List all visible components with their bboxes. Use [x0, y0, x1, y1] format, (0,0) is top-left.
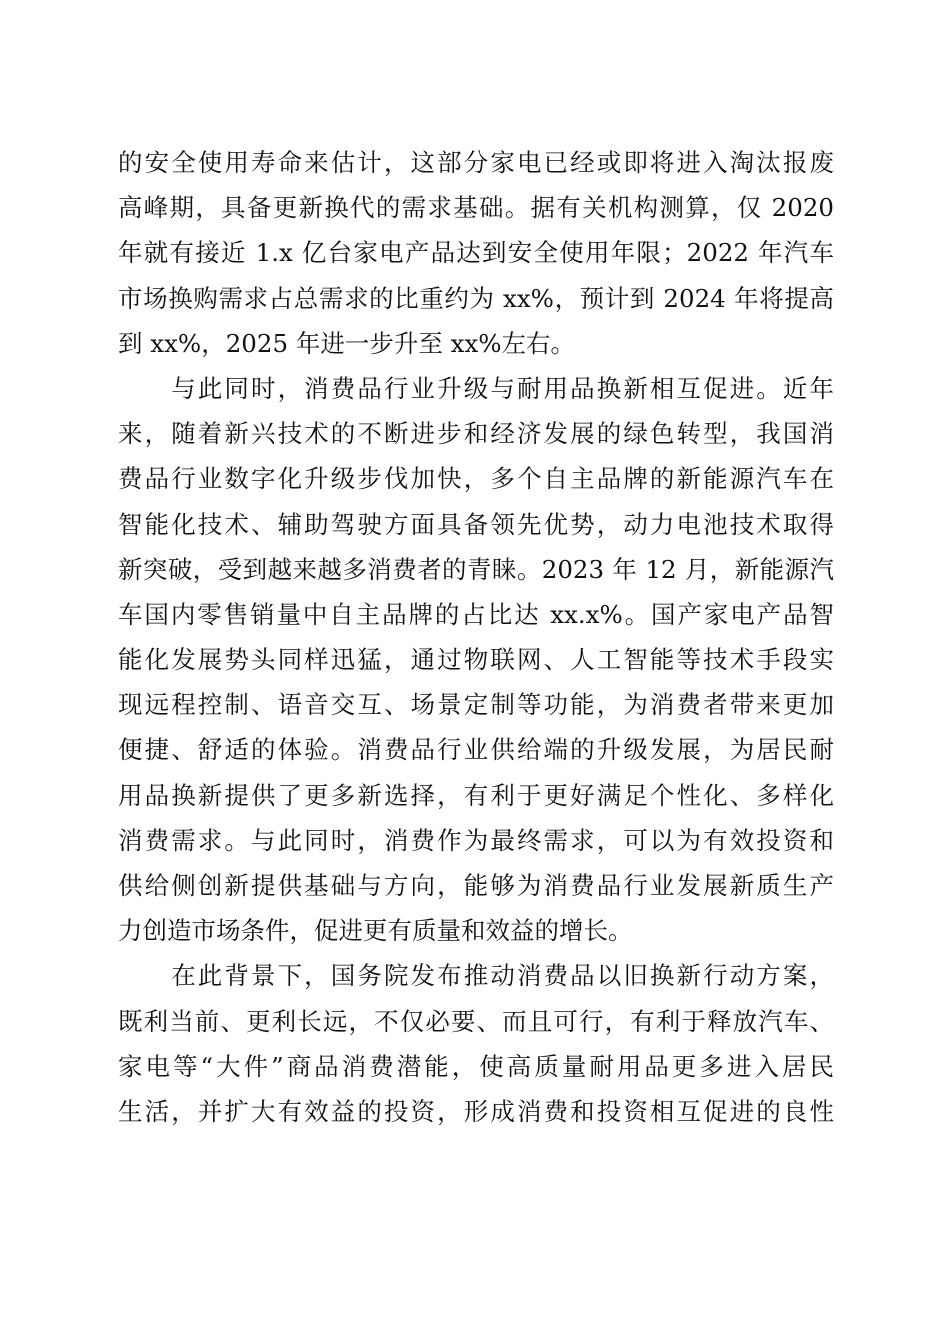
text-line: 在此背景下，国务院发布推动消费品以旧换新行动方案，: [118, 961, 834, 991]
body-text: [118, 140, 834, 1134]
text-line: 智能化技术、辅助驾驶方面具备领先优势，动力电池技术取得: [118, 509, 834, 539]
text-line: 市场换购需求占总需求的比重约为 xx%，预计到 2024 年将提高: [118, 283, 834, 313]
text-line: 费品行业数字化升级步伐加快，多个自主品牌的新能源汽车在: [118, 464, 834, 494]
text-line: 现远程控制、语音交互、场景定制等功能，为消费者带来更加: [118, 690, 834, 720]
text-line: 力创造市场条件，促进更有质量和效益的增长。: [118, 916, 633, 946]
text-line: 供给侧创新提供基础与方向，能够为消费品行业发展新质生产: [118, 871, 834, 900]
text-line: 车国内零售销量中自主品牌的占比达 xx.x%。国产家电产品智: [118, 599, 834, 629]
text-line: 能化发展势头同样迅猛，通过物联网、人工智能等技术手段实: [118, 645, 834, 675]
text-line: 高峰期，具备更新换代的需求基础。据有关机构测算，仅 2020: [118, 193, 834, 223]
text-line: 来，随着新兴技术的不断进步和经济发展的绿色转型，我国消: [118, 419, 834, 449]
text-line: 到 xx%，2025 年进一步升至 xx%左右。: [118, 328, 576, 358]
text-line: 家电等“大件”商品消费潜能，使高质量耐用品更多进入居民: [118, 1051, 834, 1081]
text-line: 便捷、舒适的体验。消费品行业供给端的升级发展，为居民耐: [118, 735, 834, 765]
text-line: 的安全使用寿命来估计，这部分家电已经或即将进入淘汰报废: [118, 148, 834, 177]
text-line: 年就有接近 1.x 亿台家电产品达到安全使用年限；2022 年汽车: [118, 238, 834, 268]
text-line: 消费需求。与此同时，消费作为最终需求，可以为有效投资和: [118, 825, 834, 855]
text-line: 既利当前、更利长远，不仅必要、而且可行，有利于释放汽车、: [118, 1006, 834, 1036]
text-line: 与此同时，消费品行业升级与耐用品换新相互促进。近年: [118, 373, 834, 403]
text-line: 生活，并扩大有效益的投资，形成消费和投资相互促进的良性: [118, 1096, 834, 1126]
text-line: 新突破，受到越来越多消费者的青睐。2023 年 12 月，新能源汽: [118, 554, 834, 584]
text-line: 用品换新提供了更多新选择，有利于更好满足个性化、多样化: [118, 780, 834, 810]
